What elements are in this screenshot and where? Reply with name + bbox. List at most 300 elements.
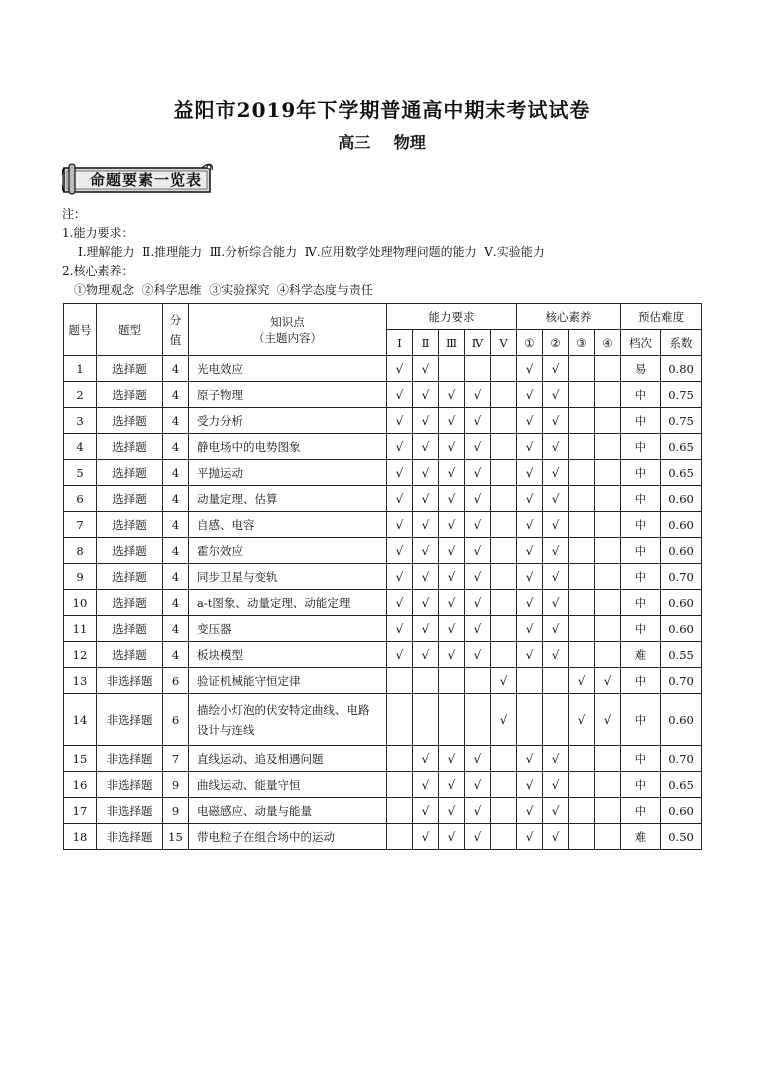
cell-type: 选择题 bbox=[97, 512, 163, 538]
cell-literacy bbox=[595, 590, 621, 616]
cell-ability: √ bbox=[439, 538, 465, 564]
cell-ability: √ bbox=[465, 824, 491, 850]
cell-ability: √ bbox=[465, 382, 491, 408]
cell-literacy: √ bbox=[543, 772, 569, 798]
cell-literacy: √ bbox=[517, 824, 543, 850]
cell-coef: 0.65 bbox=[661, 460, 702, 486]
cell-ability bbox=[413, 668, 439, 694]
cell-literacy bbox=[595, 824, 621, 850]
cell-level: 中 bbox=[621, 564, 661, 590]
cell-ability bbox=[387, 798, 413, 824]
cell-type: 选择题 bbox=[97, 590, 163, 616]
cell-literacy bbox=[569, 434, 595, 460]
cell-ability: √ bbox=[413, 434, 439, 460]
table-row bbox=[64, 694, 702, 746]
cell-score: 4 bbox=[163, 486, 189, 512]
cell-score: 4 bbox=[163, 564, 189, 590]
literacy-items: ①物理观念 ②科学思维 ③实验探究 ④科学态度与责任 bbox=[74, 283, 373, 297]
cell-coef: 0.60 bbox=[661, 616, 702, 642]
cell-literacy bbox=[543, 694, 569, 746]
cell-literacy bbox=[569, 486, 595, 512]
header-literacy-col: ③ bbox=[569, 330, 595, 356]
cell-ability bbox=[491, 746, 517, 772]
cell-type: 非选择题 bbox=[97, 746, 163, 772]
header-ability: 能力要求 bbox=[387, 304, 517, 330]
header-ability-col: Ⅰ bbox=[387, 330, 413, 356]
cell-ability: √ bbox=[413, 642, 439, 668]
cell-level: 难 bbox=[621, 824, 661, 850]
cell-ability bbox=[491, 798, 517, 824]
cell-ability: √ bbox=[413, 590, 439, 616]
cell-literacy: √ bbox=[595, 694, 621, 746]
cell-literacy bbox=[569, 798, 595, 824]
cell-literacy: √ bbox=[543, 382, 569, 408]
cell-literacy bbox=[569, 642, 595, 668]
cell-no: 11 bbox=[64, 616, 97, 642]
table-row bbox=[64, 564, 702, 590]
cell-ability: √ bbox=[413, 356, 439, 382]
cell-score: 4 bbox=[163, 434, 189, 460]
cell-literacy: √ bbox=[517, 486, 543, 512]
cell-ability: √ bbox=[465, 434, 491, 460]
cell-ability bbox=[491, 434, 517, 460]
cell-ability bbox=[387, 772, 413, 798]
cell-literacy bbox=[595, 434, 621, 460]
cell-literacy bbox=[569, 382, 595, 408]
cell-literacy: √ bbox=[543, 408, 569, 434]
cell-level: 中 bbox=[621, 772, 661, 798]
cell-no: 17 bbox=[64, 798, 97, 824]
cell-ability bbox=[491, 486, 517, 512]
cell-coef: 0.70 bbox=[661, 746, 702, 772]
cell-score: 4 bbox=[163, 408, 189, 434]
cell-literacy: √ bbox=[543, 512, 569, 538]
cell-level: 中 bbox=[621, 746, 661, 772]
cell-ability: √ bbox=[413, 460, 439, 486]
cell-level: 中 bbox=[621, 694, 661, 746]
cell-literacy: √ bbox=[517, 616, 543, 642]
cell-score: 4 bbox=[163, 512, 189, 538]
cell-literacy: √ bbox=[517, 434, 543, 460]
cell-ability: √ bbox=[439, 616, 465, 642]
cell-ability bbox=[491, 616, 517, 642]
cell-ability: √ bbox=[413, 512, 439, 538]
cell-ability: √ bbox=[439, 460, 465, 486]
cell-literacy: √ bbox=[517, 642, 543, 668]
table-row bbox=[64, 798, 702, 824]
header-literacy-col: ① bbox=[517, 330, 543, 356]
cell-no: 14 bbox=[64, 694, 97, 746]
cell-coef: 0.60 bbox=[661, 590, 702, 616]
cell-ability bbox=[465, 668, 491, 694]
cell-topic: 平抛运动 bbox=[189, 460, 387, 486]
cell-literacy bbox=[595, 356, 621, 382]
cell-literacy bbox=[595, 538, 621, 564]
cell-literacy bbox=[569, 772, 595, 798]
cell-literacy: √ bbox=[543, 486, 569, 512]
header-difficulty: 预估难度 bbox=[621, 304, 702, 330]
ability-heading: 1.能力要求： bbox=[62, 226, 134, 240]
cell-level: 中 bbox=[621, 434, 661, 460]
cell-level: 易 bbox=[621, 356, 661, 382]
cell-ability: √ bbox=[491, 668, 517, 694]
cell-ability bbox=[491, 382, 517, 408]
header-ability-col: Ⅳ bbox=[465, 330, 491, 356]
cell-literacy bbox=[595, 642, 621, 668]
cell-literacy bbox=[569, 590, 595, 616]
cell-ability: √ bbox=[387, 434, 413, 460]
header-topic bbox=[189, 304, 387, 356]
cell-topic: 受力分析 bbox=[189, 408, 387, 434]
cell-ability: √ bbox=[387, 564, 413, 590]
cell-coef: 0.75 bbox=[661, 408, 702, 434]
cell-ability: √ bbox=[439, 512, 465, 538]
cell-literacy bbox=[595, 408, 621, 434]
table-body bbox=[64, 356, 702, 850]
cell-ability: √ bbox=[387, 590, 413, 616]
cell-topic: 同步卫星与变轨 bbox=[189, 564, 387, 590]
cell-ability: √ bbox=[491, 694, 517, 746]
cell-no: 6 bbox=[64, 486, 97, 512]
cell-literacy: √ bbox=[517, 408, 543, 434]
header-ability-col: Ⅴ bbox=[491, 330, 517, 356]
cell-literacy bbox=[569, 512, 595, 538]
cell-coef: 0.60 bbox=[661, 694, 702, 746]
cell-no: 7 bbox=[64, 512, 97, 538]
cell-ability: √ bbox=[439, 590, 465, 616]
cell-ability: √ bbox=[465, 616, 491, 642]
cell-ability: √ bbox=[387, 486, 413, 512]
cell-coef: 0.50 bbox=[661, 824, 702, 850]
cell-level: 难 bbox=[621, 642, 661, 668]
cell-no: 18 bbox=[64, 824, 97, 850]
cell-coef: 0.65 bbox=[661, 434, 702, 460]
cell-literacy bbox=[517, 694, 543, 746]
cell-ability bbox=[413, 694, 439, 746]
cell-no: 5 bbox=[64, 460, 97, 486]
cell-type: 选择题 bbox=[97, 382, 163, 408]
cell-ability: √ bbox=[465, 408, 491, 434]
cell-type: 选择题 bbox=[97, 434, 163, 460]
header-coef: 系数 bbox=[661, 330, 702, 356]
cell-level: 中 bbox=[621, 460, 661, 486]
cell-coef: 0.65 bbox=[661, 772, 702, 798]
section-banner bbox=[62, 162, 214, 196]
cell-ability: √ bbox=[387, 408, 413, 434]
cell-ability: √ bbox=[439, 382, 465, 408]
cell-score: 4 bbox=[163, 382, 189, 408]
cell-ability: √ bbox=[439, 564, 465, 590]
cell-type: 非选择题 bbox=[97, 772, 163, 798]
cell-score: 4 bbox=[163, 642, 189, 668]
cell-literacy bbox=[569, 356, 595, 382]
cell-no: 10 bbox=[64, 590, 97, 616]
cell-type: 选择题 bbox=[97, 460, 163, 486]
cell-ability: √ bbox=[387, 356, 413, 382]
header-ability-col: Ⅱ bbox=[413, 330, 439, 356]
cell-ability bbox=[491, 512, 517, 538]
cell-score: 4 bbox=[163, 460, 189, 486]
cell-literacy bbox=[595, 616, 621, 642]
note-label: 注： bbox=[62, 207, 87, 221]
cell-literacy: √ bbox=[543, 356, 569, 382]
table-row bbox=[64, 356, 702, 382]
cell-coef: 0.60 bbox=[661, 512, 702, 538]
cell-ability: √ bbox=[439, 824, 465, 850]
cell-ability: √ bbox=[413, 798, 439, 824]
cell-literacy bbox=[595, 798, 621, 824]
cell-ability bbox=[491, 824, 517, 850]
cell-ability bbox=[439, 668, 465, 694]
cell-ability bbox=[439, 694, 465, 746]
cell-literacy: √ bbox=[543, 460, 569, 486]
cell-ability bbox=[439, 356, 465, 382]
cell-ability: √ bbox=[387, 382, 413, 408]
cell-score: 4 bbox=[163, 538, 189, 564]
table-row bbox=[64, 590, 702, 616]
cell-literacy: √ bbox=[543, 434, 569, 460]
cell-literacy bbox=[569, 564, 595, 590]
header-level: 档次 bbox=[621, 330, 661, 356]
table-row bbox=[64, 408, 702, 434]
cell-literacy bbox=[569, 616, 595, 642]
cell-ability: √ bbox=[465, 772, 491, 798]
cell-literacy: √ bbox=[517, 772, 543, 798]
cell-ability: √ bbox=[465, 642, 491, 668]
cell-literacy: √ bbox=[595, 668, 621, 694]
cell-literacy: √ bbox=[543, 616, 569, 642]
cell-type: 选择题 bbox=[97, 408, 163, 434]
header-ability-col: Ⅲ bbox=[439, 330, 465, 356]
cell-score: 4 bbox=[163, 356, 189, 382]
cell-literacy bbox=[517, 668, 543, 694]
cell-ability: √ bbox=[413, 408, 439, 434]
cell-no: 16 bbox=[64, 772, 97, 798]
cell-literacy bbox=[595, 772, 621, 798]
cell-topic: 曲线运动、能量守恒 bbox=[189, 772, 387, 798]
cell-ability bbox=[387, 824, 413, 850]
cell-literacy: √ bbox=[517, 564, 543, 590]
cell-literacy: √ bbox=[517, 538, 543, 564]
cell-literacy: √ bbox=[543, 642, 569, 668]
cell-level: 中 bbox=[621, 408, 661, 434]
cell-literacy bbox=[595, 564, 621, 590]
cell-no: 9 bbox=[64, 564, 97, 590]
cell-ability: √ bbox=[387, 460, 413, 486]
cell-no: 13 bbox=[64, 668, 97, 694]
cell-literacy: √ bbox=[569, 694, 595, 746]
cell-literacy: √ bbox=[517, 590, 543, 616]
cell-no: 4 bbox=[64, 434, 97, 460]
cell-coef: 0.70 bbox=[661, 564, 702, 590]
cell-topic: 霍尔效应 bbox=[189, 538, 387, 564]
cell-topic: 验证机械能守恒定律 bbox=[189, 668, 387, 694]
cell-ability: √ bbox=[439, 642, 465, 668]
cell-ability: √ bbox=[439, 408, 465, 434]
table-row bbox=[64, 616, 702, 642]
cell-topic: 直线运动、追及相遇问题 bbox=[189, 746, 387, 772]
cell-no: 12 bbox=[64, 642, 97, 668]
table-row bbox=[64, 460, 702, 486]
cell-topic: 动量定理、估算 bbox=[189, 486, 387, 512]
cell-ability: √ bbox=[413, 824, 439, 850]
cell-score: 6 bbox=[163, 668, 189, 694]
cell-no: 1 bbox=[64, 356, 97, 382]
cell-type: 选择题 bbox=[97, 356, 163, 382]
cell-literacy: √ bbox=[543, 746, 569, 772]
cell-level: 中 bbox=[621, 798, 661, 824]
cell-topic: 带电粒子在组合场中的运动 bbox=[189, 824, 387, 850]
cell-literacy: √ bbox=[517, 460, 543, 486]
cell-coef: 0.60 bbox=[661, 486, 702, 512]
cell-type: 非选择题 bbox=[97, 668, 163, 694]
cell-topic: 变压器 bbox=[189, 616, 387, 642]
cell-level: 中 bbox=[621, 590, 661, 616]
cell-topic: 自感、电容 bbox=[189, 512, 387, 538]
header-literacy-col: ④ bbox=[595, 330, 621, 356]
cell-ability: √ bbox=[439, 486, 465, 512]
proposition-table bbox=[63, 303, 702, 850]
header-literacy-col: ② bbox=[543, 330, 569, 356]
table-row bbox=[64, 486, 702, 512]
cell-coef: 0.60 bbox=[661, 798, 702, 824]
header-no: 题号 bbox=[64, 304, 97, 356]
table-row bbox=[64, 772, 702, 798]
cell-score: 9 bbox=[163, 772, 189, 798]
cell-type: 非选择题 bbox=[97, 824, 163, 850]
cell-ability: √ bbox=[465, 486, 491, 512]
table-row bbox=[64, 538, 702, 564]
cell-topic: 电磁感应、动量与能量 bbox=[189, 798, 387, 824]
cell-ability: √ bbox=[465, 538, 491, 564]
cell-topic: 板块模型 bbox=[189, 642, 387, 668]
cell-ability: √ bbox=[413, 772, 439, 798]
cell-ability: √ bbox=[413, 564, 439, 590]
cell-ability bbox=[491, 356, 517, 382]
cell-literacy: √ bbox=[517, 356, 543, 382]
cell-topic: 原子物理 bbox=[189, 382, 387, 408]
cell-literacy bbox=[569, 824, 595, 850]
cell-ability bbox=[387, 668, 413, 694]
cell-ability: √ bbox=[465, 460, 491, 486]
cell-literacy: √ bbox=[543, 798, 569, 824]
cell-ability bbox=[491, 408, 517, 434]
table-row bbox=[64, 512, 702, 538]
cell-topic: a-t图象、动量定理、动能定理 bbox=[189, 590, 387, 616]
cell-ability: √ bbox=[465, 746, 491, 772]
cell-topic: 静电场中的电势图象 bbox=[189, 434, 387, 460]
cell-no: 3 bbox=[64, 408, 97, 434]
cell-type: 选择题 bbox=[97, 564, 163, 590]
cell-level: 中 bbox=[621, 512, 661, 538]
cell-literacy: √ bbox=[517, 512, 543, 538]
cell-level: 中 bbox=[621, 486, 661, 512]
cell-type: 非选择题 bbox=[97, 798, 163, 824]
header-literacy: 核心素养 bbox=[517, 304, 621, 330]
cell-coef: 0.75 bbox=[661, 382, 702, 408]
banner-label: 命题要素一览表 bbox=[89, 171, 202, 189]
cell-type: 选择题 bbox=[97, 538, 163, 564]
cell-topic: 光电效应 bbox=[189, 356, 387, 382]
cell-score: 15 bbox=[163, 824, 189, 850]
cell-coef: 0.80 bbox=[661, 356, 702, 382]
table-row bbox=[64, 434, 702, 460]
header-topic-sub: （主题内容） bbox=[253, 330, 322, 345]
cell-level: 中 bbox=[621, 382, 661, 408]
cell-level: 中 bbox=[621, 538, 661, 564]
cell-literacy bbox=[569, 460, 595, 486]
cell-ability bbox=[491, 538, 517, 564]
cell-ability bbox=[491, 642, 517, 668]
cell-ability: √ bbox=[465, 590, 491, 616]
cell-ability bbox=[387, 694, 413, 746]
page-subtitle: 高三 物理 bbox=[338, 133, 426, 152]
cell-ability bbox=[491, 590, 517, 616]
table-row bbox=[64, 642, 702, 668]
table-row bbox=[64, 824, 702, 850]
header-topic-title: 知识点 bbox=[270, 314, 305, 329]
cell-literacy: √ bbox=[543, 824, 569, 850]
cell-ability: √ bbox=[465, 798, 491, 824]
cell-ability: √ bbox=[439, 746, 465, 772]
cell-literacy bbox=[595, 486, 621, 512]
cell-literacy: √ bbox=[543, 564, 569, 590]
cell-ability: √ bbox=[413, 382, 439, 408]
cell-score: 9 bbox=[163, 798, 189, 824]
cell-literacy: √ bbox=[517, 746, 543, 772]
cell-ability: √ bbox=[387, 512, 413, 538]
cell-literacy bbox=[595, 460, 621, 486]
table-row bbox=[64, 382, 702, 408]
cell-topic: 描绘小灯泡的伏安特定曲线、电路设计与连线 bbox=[189, 694, 387, 746]
cell-literacy: √ bbox=[543, 538, 569, 564]
cell-coef: 0.55 bbox=[661, 642, 702, 668]
cell-score: 4 bbox=[163, 616, 189, 642]
cell-score: 4 bbox=[163, 590, 189, 616]
header-type: 题型 bbox=[97, 304, 163, 356]
literacy-heading: 2.核心素养： bbox=[62, 264, 134, 278]
cell-level: 中 bbox=[621, 616, 661, 642]
ability-items: Ⅰ.理解能力 Ⅱ.推理能力 Ⅲ.分析综合能力 Ⅳ.应用数学处理物理问题的能力 Ⅴ.实验能力 bbox=[78, 245, 545, 259]
cell-type: 非选择题 bbox=[97, 694, 163, 746]
cell-ability: √ bbox=[387, 616, 413, 642]
table-header-row bbox=[64, 304, 702, 330]
cell-ability: √ bbox=[387, 642, 413, 668]
cell-score: 7 bbox=[163, 746, 189, 772]
cell-type: 选择题 bbox=[97, 642, 163, 668]
cell-ability: √ bbox=[465, 564, 491, 590]
table-row bbox=[64, 746, 702, 772]
cell-literacy bbox=[543, 668, 569, 694]
cell-literacy: √ bbox=[517, 798, 543, 824]
cell-type: 选择题 bbox=[97, 616, 163, 642]
cell-ability bbox=[387, 746, 413, 772]
cell-ability bbox=[465, 694, 491, 746]
cell-literacy bbox=[595, 512, 621, 538]
header-score-text: 分值 bbox=[169, 312, 182, 347]
cell-literacy bbox=[595, 382, 621, 408]
cell-ability: √ bbox=[465, 512, 491, 538]
cell-literacy bbox=[569, 538, 595, 564]
cell-literacy bbox=[569, 408, 595, 434]
cell-ability bbox=[491, 564, 517, 590]
cell-ability bbox=[465, 356, 491, 382]
cell-no: 2 bbox=[64, 382, 97, 408]
cell-ability: √ bbox=[413, 486, 439, 512]
cell-literacy bbox=[595, 746, 621, 772]
header-score bbox=[163, 304, 189, 356]
cell-ability: √ bbox=[439, 798, 465, 824]
